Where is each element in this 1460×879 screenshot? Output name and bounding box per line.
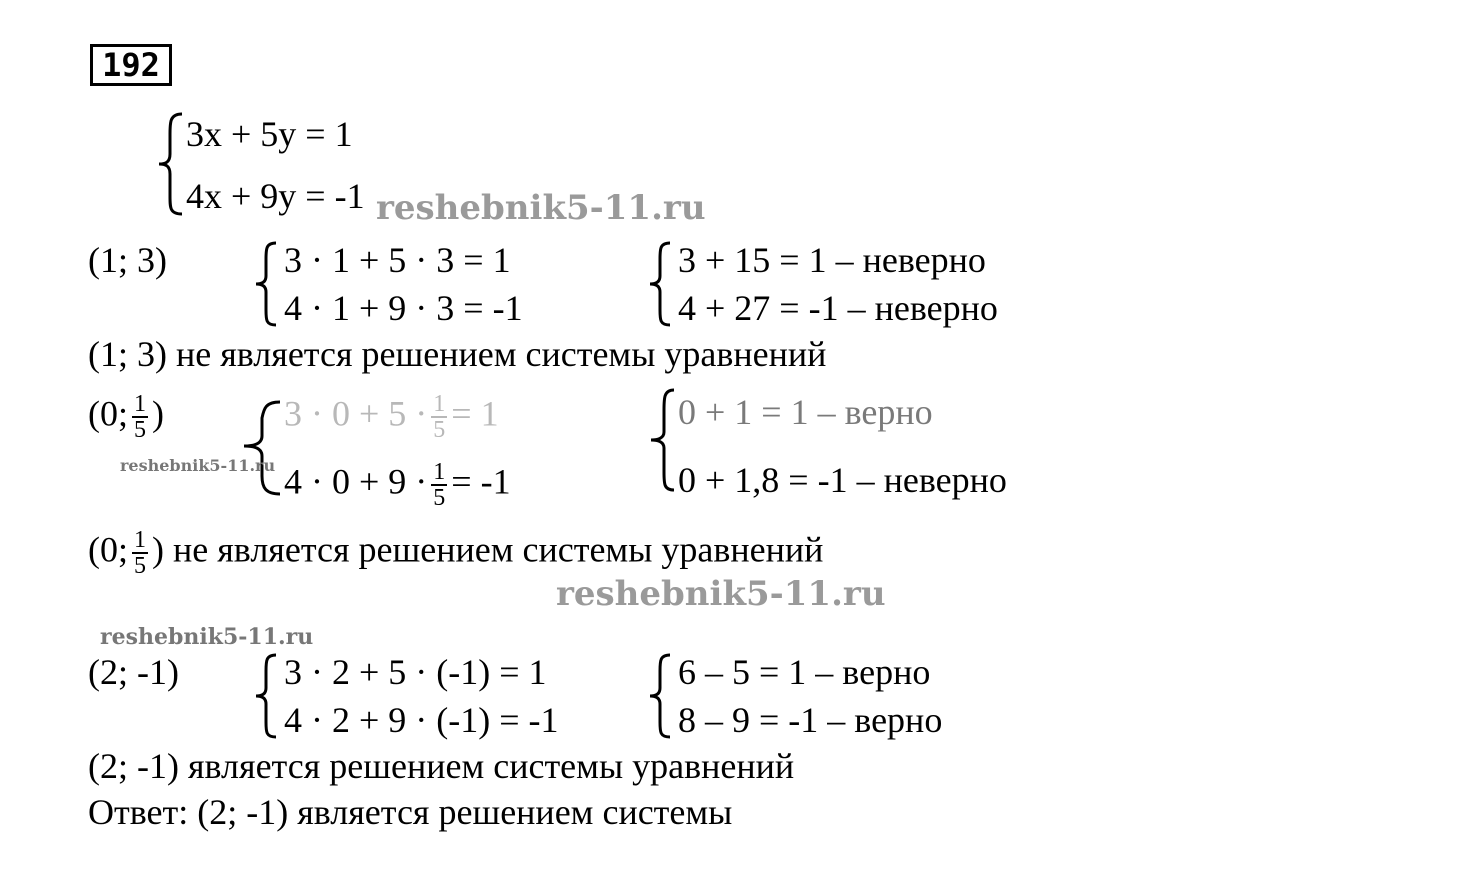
watermark: reshebnik5-11.ru — [556, 574, 886, 614]
system-eq2: 4x + 9y = -1 — [186, 176, 365, 216]
frac-denominator: 5 — [433, 417, 446, 443]
system-eq1: 3x + 5y = 1 — [186, 114, 353, 154]
frac-denominator: 5 — [134, 417, 146, 443]
check3-sub2: 4 · 2 + 9 · (-1) = -1 — [284, 700, 559, 740]
check2-sub2-a: 4 · 0 + 9 · — [284, 461, 428, 502]
check2-sub1 — [284, 392, 499, 442]
frac-numerator: 1 — [433, 391, 446, 417]
check1-sub-brace — [254, 240, 280, 328]
check3-sub-brace — [254, 652, 280, 740]
check2-sub1-a: 3 · 0 + 5 · — [284, 393, 428, 434]
check1-conclusion: (1; 3) не является решением системы уравнений — [88, 334, 827, 374]
check3-res1: 6 – 5 = 1 – верно — [678, 652, 931, 692]
check1-sub2: 4 · 1 + 9 · 3 = -1 — [284, 288, 523, 328]
check2-point-fraction — [132, 392, 148, 442]
check2-conclusion — [88, 528, 823, 578]
problem-number: 192 — [90, 44, 172, 86]
check1-res-brace — [648, 240, 674, 328]
check1-point: (1; 3) — [88, 240, 167, 280]
frac-numerator: 1 — [134, 527, 146, 553]
watermark: reshebnik5-11.ru — [376, 188, 706, 228]
check2-conclusion-prefix: (0; — [88, 529, 128, 570]
check3-conclusion: (2; -1) является решением системы уравнений — [88, 746, 795, 786]
check3-res2: 8 – 9 = -1 – верно — [678, 700, 943, 740]
check3-point: (2; -1) — [88, 652, 179, 692]
check2-point-prefix: (0; — [88, 393, 128, 434]
frac-denominator: 5 — [433, 485, 446, 511]
check2-sub2-b: = -1 — [451, 461, 511, 502]
check2-sub1-fraction — [431, 392, 447, 442]
check2-sub-brace — [240, 398, 284, 498]
system-brace — [156, 110, 186, 218]
check2-sub1-b: = 1 — [451, 393, 499, 434]
check2-sub2 — [284, 460, 511, 510]
check2-point-suffix: ) — [152, 393, 164, 434]
check1-res1: 3 + 15 = 1 – неверно — [678, 240, 986, 280]
watermark: reshebnik5-11.ru — [100, 624, 314, 650]
check2-res-brace — [648, 386, 678, 494]
check2-point — [88, 392, 164, 442]
check1-res2: 4 + 27 = -1 – неверно — [678, 288, 998, 328]
check2-conclusion-suffix: ) не является решением системы уравнений — [152, 529, 824, 570]
check3-sub1: 3 · 2 + 5 · (-1) = 1 — [284, 652, 547, 692]
check1-sub1: 3 · 1 + 5 · 3 = 1 — [284, 240, 511, 280]
answer: Ответ: (2; -1) является решением системы — [88, 792, 733, 832]
frac-denominator: 5 — [134, 553, 146, 579]
check2-sub2-fraction — [431, 460, 447, 510]
check2-res1: 0 + 1 = 1 – верно — [678, 392, 933, 432]
frac-numerator: 1 — [134, 391, 146, 417]
check2-conclusion-fraction — [132, 528, 148, 578]
check3-res-brace — [648, 652, 674, 740]
frac-numerator: 1 — [433, 459, 446, 485]
watermark: reshebnik5-11.ru — [120, 456, 276, 475]
check2-res2: 0 + 1,8 = -1 – неверно — [678, 460, 1007, 500]
